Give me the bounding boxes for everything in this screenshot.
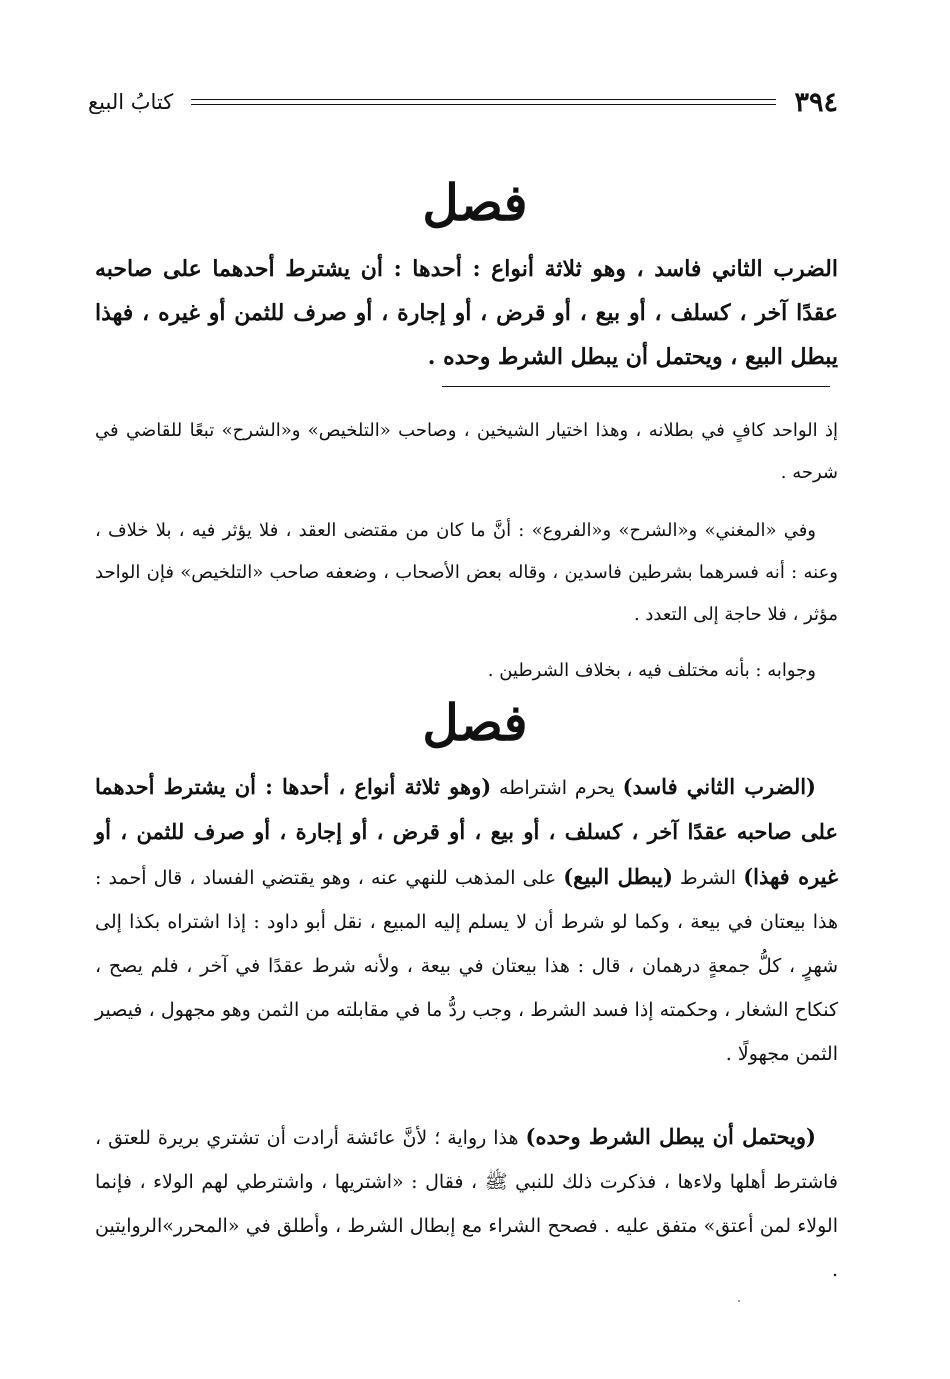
sharh-paragraph-2 bbox=[95, 1115, 838, 1292]
commentary-paragraph-2 bbox=[95, 510, 838, 636]
commentary-paragraph-2-text: وفي «المغني» و«الشرح» و«الفروع» : أنَّ ما كان من مقتضى العقد ، فلا يؤثر فيه ، بلا خلاف ، وعنه : أنه فسرهما بشرطين فاسدين ، وقاله بعض الأصحاب ، وضعفه صاحب «التلخيص» فإن الواحد مؤثر ، فلا حاجة إلى التعدد . bbox=[95, 520, 838, 625]
book-title: كتابُ البيع bbox=[88, 90, 174, 114]
page-number: ٣٩٤ bbox=[794, 86, 838, 118]
sharh-paragraph-1 bbox=[95, 765, 838, 1076]
sharh-text: يحرم اشتراطه bbox=[491, 777, 623, 799]
section-heading-1: فصل bbox=[422, 173, 528, 232]
quoted-matn: (الضرب الثاني فاسد) bbox=[622, 774, 816, 799]
commentary-paragraph-3 bbox=[95, 650, 838, 692]
matn-separator-rule bbox=[442, 386, 830, 387]
quoted-matn: (وهو ثلاثة أنواع ، أحدها : أن يشترط أحدهما على صاحبه عقدًا آخر ، كسلف ، أو بيع ، أو قرض ، أو إجارة ، أو صرف للثمن ، أو غيره فهذا) bbox=[95, 774, 838, 889]
print-speck bbox=[738, 1300, 740, 1302]
matn-text-1: الضرب الثاني فاسد ، وهو ثلاثة أنواع : أحدها : أن يشترط أحدهما على صاحبه عقدًا آخر ، كسلف ، أو بيع ، أو قرض ، أو إجارة ، أو صرف للثمن أو غيره ، فهذا يبطل البيع ، ويحتمل أن يبطل الشرط وحده . bbox=[95, 256, 838, 370]
sharh-text: الشرط bbox=[672, 867, 744, 889]
header-rule bbox=[191, 99, 776, 105]
sharh-text: على المذهب للنهي عنه ، وهو يقتضي الفساد ، قال أحمد : هذا بيعتان في بيعة ، وكما لو شرط أن لا يسلم إليه المبيع ، نقل أبو داود : إذا اشتراه بكذا إلى شهرٍ ، كلُّ جمعةٍ درهمان ، قال : هذا بيعتان في بيعة ، ولأنه شرط عقدًا في آخر ، فلم يصح ، كنكاح الشغار ، وحكمته إذا فسد الشرط ، وجب ردُّ ما في مقابلته من الثمن وهو مجهول ، فيصير الثمن مجهولًا . bbox=[95, 867, 838, 1065]
page-header bbox=[88, 82, 838, 122]
commentary-paragraph-3-text: وجوابه : بأنه مختلف فيه ، بخلاف الشرطين . bbox=[487, 660, 816, 681]
sharh-text: هذا رواية ؛ لأنَّ عائشة أرادت أن تشتري بريرة للعتق ، فاشترط أهلها ولاءها ، فذكرت ذلك للنبي ﷺ ، فقال : «اشتريها ، واشترطي لهم الولاء ، فإنما الولاء لمن أعتق» متفق عليه . فصحح الشراء مع إبطال الشرط ، وأطلق في «المحرر»الروايتين . bbox=[95, 1127, 838, 1281]
quoted-matn: (يبطل البيع) bbox=[563, 864, 673, 889]
commentary-paragraph-1: إذ الواحد كافٍ في بطلانه ، وهذا اختيار الشيخين ، وصاحب «التلخيص» و«الشرح» تبعًا للقاضي في شرحه . bbox=[95, 420, 838, 483]
section-heading-2: فصل bbox=[422, 693, 528, 752]
quoted-matn: (ويحتمل أن يبطل الشرط وحده) bbox=[525, 1124, 816, 1149]
